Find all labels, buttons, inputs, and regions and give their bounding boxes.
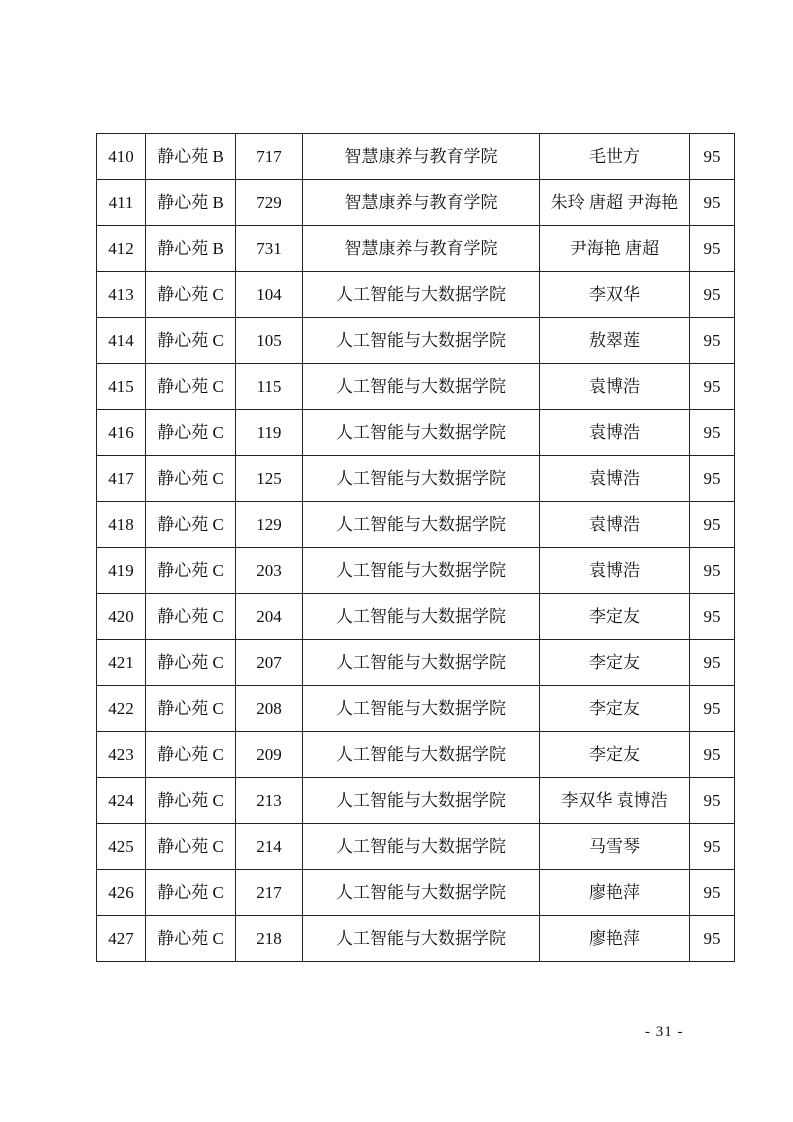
score: 95 bbox=[690, 226, 735, 272]
college: 人工智能与大数据学院 bbox=[303, 640, 540, 686]
building: 静心苑 C bbox=[146, 318, 236, 364]
building: 静心苑 C bbox=[146, 686, 236, 732]
score: 95 bbox=[690, 134, 735, 180]
college: 人工智能与大数据学院 bbox=[303, 318, 540, 364]
row-number: 413 bbox=[97, 272, 146, 318]
college: 人工智能与大数据学院 bbox=[303, 594, 540, 640]
building: 静心苑 B bbox=[146, 134, 236, 180]
room-number: 209 bbox=[236, 732, 303, 778]
row-number: 423 bbox=[97, 732, 146, 778]
row-number: 412 bbox=[97, 226, 146, 272]
score: 95 bbox=[690, 870, 735, 916]
row-number: 418 bbox=[97, 502, 146, 548]
table-row bbox=[97, 916, 735, 962]
responsible-person: 朱玲 唐超 尹海艳 bbox=[540, 180, 690, 226]
responsible-person: 马雪琴 bbox=[540, 824, 690, 870]
score: 95 bbox=[690, 364, 735, 410]
building: 静心苑 C bbox=[146, 640, 236, 686]
table-row bbox=[97, 548, 735, 594]
building: 静心苑 C bbox=[146, 502, 236, 548]
college: 人工智能与大数据学院 bbox=[303, 686, 540, 732]
table-row bbox=[97, 870, 735, 916]
responsible-person: 李定友 bbox=[540, 594, 690, 640]
score: 95 bbox=[690, 410, 735, 456]
college: 人工智能与大数据学院 bbox=[303, 548, 540, 594]
room-number: 203 bbox=[236, 548, 303, 594]
room-number: 217 bbox=[236, 870, 303, 916]
room-number: 208 bbox=[236, 686, 303, 732]
room-number: 125 bbox=[236, 456, 303, 502]
score: 95 bbox=[690, 456, 735, 502]
inspection-table bbox=[96, 133, 735, 962]
building: 静心苑 B bbox=[146, 226, 236, 272]
table-row bbox=[97, 824, 735, 870]
row-number: 424 bbox=[97, 778, 146, 824]
table-row bbox=[97, 364, 735, 410]
score: 95 bbox=[690, 180, 735, 226]
building: 静心苑 C bbox=[146, 364, 236, 410]
responsible-person: 袁博浩 bbox=[540, 364, 690, 410]
score: 95 bbox=[690, 824, 735, 870]
room-number: 214 bbox=[236, 824, 303, 870]
responsible-person: 毛世方 bbox=[540, 134, 690, 180]
page-number: - 31 - bbox=[645, 1024, 684, 1040]
room-number: 129 bbox=[236, 502, 303, 548]
college: 人工智能与大数据学院 bbox=[303, 732, 540, 778]
room-number: 731 bbox=[236, 226, 303, 272]
row-number: 415 bbox=[97, 364, 146, 410]
score: 95 bbox=[690, 686, 735, 732]
row-number: 411 bbox=[97, 180, 146, 226]
table-row bbox=[97, 594, 735, 640]
score: 95 bbox=[690, 916, 735, 962]
college: 人工智能与大数据学院 bbox=[303, 824, 540, 870]
table-row bbox=[97, 180, 735, 226]
responsible-person: 袁博浩 bbox=[540, 548, 690, 594]
responsible-person: 袁博浩 bbox=[540, 410, 690, 456]
table-row bbox=[97, 134, 735, 180]
row-number: 410 bbox=[97, 134, 146, 180]
table-body bbox=[97, 134, 735, 962]
table-row bbox=[97, 456, 735, 502]
college: 人工智能与大数据学院 bbox=[303, 502, 540, 548]
table-row bbox=[97, 410, 735, 456]
room-number: 729 bbox=[236, 180, 303, 226]
responsible-person: 李定友 bbox=[540, 640, 690, 686]
room-number: 115 bbox=[236, 364, 303, 410]
building: 静心苑 C bbox=[146, 456, 236, 502]
table-row bbox=[97, 318, 735, 364]
college: 人工智能与大数据学院 bbox=[303, 456, 540, 502]
building: 静心苑 C bbox=[146, 410, 236, 456]
score: 95 bbox=[690, 502, 735, 548]
building: 静心苑 C bbox=[146, 824, 236, 870]
table-row bbox=[97, 226, 735, 272]
building: 静心苑 C bbox=[146, 916, 236, 962]
table-row bbox=[97, 778, 735, 824]
table-row bbox=[97, 732, 735, 778]
score: 95 bbox=[690, 318, 735, 364]
building: 静心苑 C bbox=[146, 870, 236, 916]
responsible-person: 李双华 bbox=[540, 272, 690, 318]
college: 人工智能与大数据学院 bbox=[303, 272, 540, 318]
responsible-person: 敖翠莲 bbox=[540, 318, 690, 364]
room-number: 218 bbox=[236, 916, 303, 962]
building: 静心苑 C bbox=[146, 548, 236, 594]
row-number: 425 bbox=[97, 824, 146, 870]
row-number: 427 bbox=[97, 916, 146, 962]
building: 静心苑 C bbox=[146, 594, 236, 640]
college: 人工智能与大数据学院 bbox=[303, 364, 540, 410]
college: 人工智能与大数据学院 bbox=[303, 410, 540, 456]
responsible-person: 李定友 bbox=[540, 686, 690, 732]
room-number: 104 bbox=[236, 272, 303, 318]
room-number: 213 bbox=[236, 778, 303, 824]
table-row bbox=[97, 502, 735, 548]
room-number: 119 bbox=[236, 410, 303, 456]
building: 静心苑 C bbox=[146, 778, 236, 824]
room-number: 207 bbox=[236, 640, 303, 686]
college: 人工智能与大数据学院 bbox=[303, 870, 540, 916]
row-number: 420 bbox=[97, 594, 146, 640]
table-row bbox=[97, 640, 735, 686]
responsible-person: 廖艳萍 bbox=[540, 870, 690, 916]
row-number: 422 bbox=[97, 686, 146, 732]
row-number: 414 bbox=[97, 318, 146, 364]
responsible-person: 廖艳萍 bbox=[540, 916, 690, 962]
row-number: 421 bbox=[97, 640, 146, 686]
college: 智慧康养与教育学院 bbox=[303, 134, 540, 180]
table-row bbox=[97, 686, 735, 732]
row-number: 416 bbox=[97, 410, 146, 456]
college: 智慧康养与教育学院 bbox=[303, 180, 540, 226]
college: 人工智能与大数据学院 bbox=[303, 916, 540, 962]
row-number: 426 bbox=[97, 870, 146, 916]
score: 95 bbox=[690, 778, 735, 824]
room-number: 717 bbox=[236, 134, 303, 180]
score: 95 bbox=[690, 640, 735, 686]
building: 静心苑 C bbox=[146, 732, 236, 778]
score: 95 bbox=[690, 548, 735, 594]
building: 静心苑 C bbox=[146, 272, 236, 318]
building: 静心苑 B bbox=[146, 180, 236, 226]
score: 95 bbox=[690, 594, 735, 640]
college: 人工智能与大数据学院 bbox=[303, 778, 540, 824]
score: 95 bbox=[690, 732, 735, 778]
room-number: 204 bbox=[236, 594, 303, 640]
responsible-person: 袁博浩 bbox=[540, 456, 690, 502]
room-number: 105 bbox=[236, 318, 303, 364]
responsible-person: 李定友 bbox=[540, 732, 690, 778]
responsible-person: 尹海艳 唐超 bbox=[540, 226, 690, 272]
row-number: 419 bbox=[97, 548, 146, 594]
row-number: 417 bbox=[97, 456, 146, 502]
table-row bbox=[97, 272, 735, 318]
responsible-person: 袁博浩 bbox=[540, 502, 690, 548]
responsible-person: 李双华 袁博浩 bbox=[540, 778, 690, 824]
college: 智慧康养与教育学院 bbox=[303, 226, 540, 272]
score: 95 bbox=[690, 272, 735, 318]
